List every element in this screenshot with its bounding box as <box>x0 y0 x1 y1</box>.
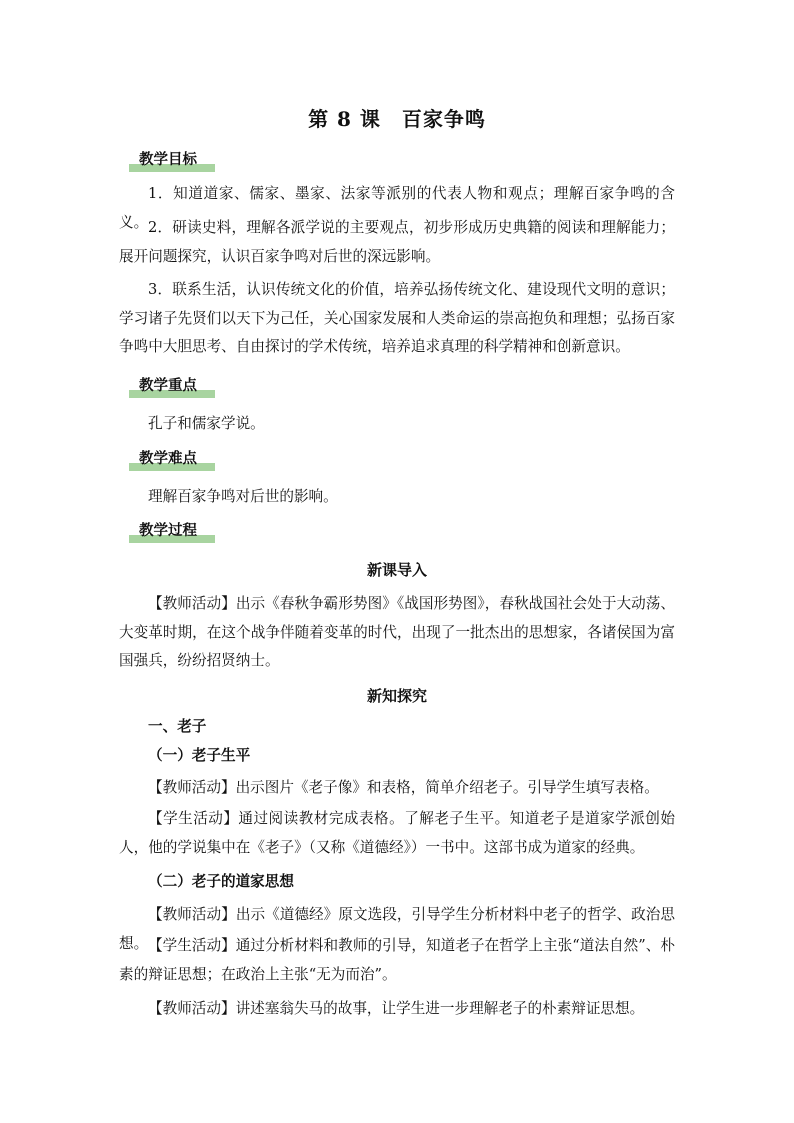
goal-item-1: 1．知道道家、儒家、墨家、法家等派别的代表人物和观点；理解百家争鸣的含义。 <box>119 185 675 231</box>
intro-heading: 新课导入 <box>366 561 427 579</box>
difficult-point-text: 理解百家争鸣对后世的影响。 <box>148 488 338 505</box>
goal-item-3: 3．联系生活，认识传统文化的价值，培养弘扬传统文化、建设现代文明的意识；学习诸子先贤们以天下为己任，关心国家发展和人类命运的崇高抱负和理想；弘扬百家争鸣中大胆思考、自由探讨的学术传统，培养追求真理的科学精神和创新意识。 <box>119 281 675 355</box>
key-point-text: 孔子和儒家学说。 <box>148 415 265 432</box>
section-heading-label: 教学目标 <box>139 152 197 168</box>
activity-paragraph <box>119 774 675 803</box>
activity-tag: 【教师活动】 <box>148 906 236 923</box>
activity-tag: 【教师活动】 <box>148 595 236 612</box>
explore-heading: 新知探究 <box>366 687 427 705</box>
activity-tag: 【教师活动】 <box>148 1000 236 1017</box>
activity-text: 出示《道德经》原文选段，引导学生分析材料中老子的哲学、政治思想。 <box>119 906 675 952</box>
activity-paragraph <box>119 805 675 862</box>
intro-paragraph <box>119 590 675 676</box>
activity-tag: 【学生活动】 <box>148 937 236 954</box>
section-heading-label: 教学重点 <box>139 378 197 394</box>
intro-text: 出示《春秋争霸形势图》《战国形势图》，春秋战国社会处于大动荡、大变革时期，在这个战争伴随着变革的时代，出现了一批杰出的思想家，各诸侯国为富国强兵，纷纷招贤纳士。 <box>119 595 675 669</box>
subheading-laozi-thought: （二）老子的道家思想 <box>148 873 294 890</box>
subheading-laozi-life: （一）老子生平 <box>148 747 251 764</box>
section-heading-label: 教学难点 <box>139 451 197 467</box>
activity-tag: 【学生活动】 <box>148 810 239 827</box>
activity-tag: 【教师活动】 <box>148 779 236 796</box>
section-heading-key-point <box>129 376 215 398</box>
section-heading-difficult-point <box>129 449 215 471</box>
section-heading-process <box>129 521 215 543</box>
activity-paragraph <box>119 995 675 1024</box>
activity-paragraph <box>119 932 675 989</box>
activity-text: 通过阅读教材完成表格。了解老子生平。知道老子是道家学派创始人，他的学说集中在《老子》（又称《道德经》）一书中。这部书成为道家的经典。 <box>119 810 675 856</box>
section-heading-goals <box>129 150 215 172</box>
activity-text: 通过分析材料和教师的引导，知道老子在哲学上主张“道法自然”、朴素的辩证思想；在政治上主张“无为而治”。 <box>119 937 675 983</box>
part-heading-laozi: 一、老子 <box>148 718 207 735</box>
goal-item-2: 2．研读史料，理解各派学说的主要观点，初步形成历史典籍的阅读和理解能力；展开问题探究，认识百家争鸣对后世的深远影响。 <box>119 219 675 265</box>
activity-text: 讲述塞翁失马的故事，让学生进一步理解老子的朴素辩证思想。 <box>235 1000 645 1017</box>
activity-text: 出示图片《老子像》和表格，简单介绍老子。引导学生填写表格。 <box>235 779 659 796</box>
page-title: 第 8 课 百家争鸣 <box>308 107 486 131</box>
section-heading-label: 教学过程 <box>139 523 197 539</box>
